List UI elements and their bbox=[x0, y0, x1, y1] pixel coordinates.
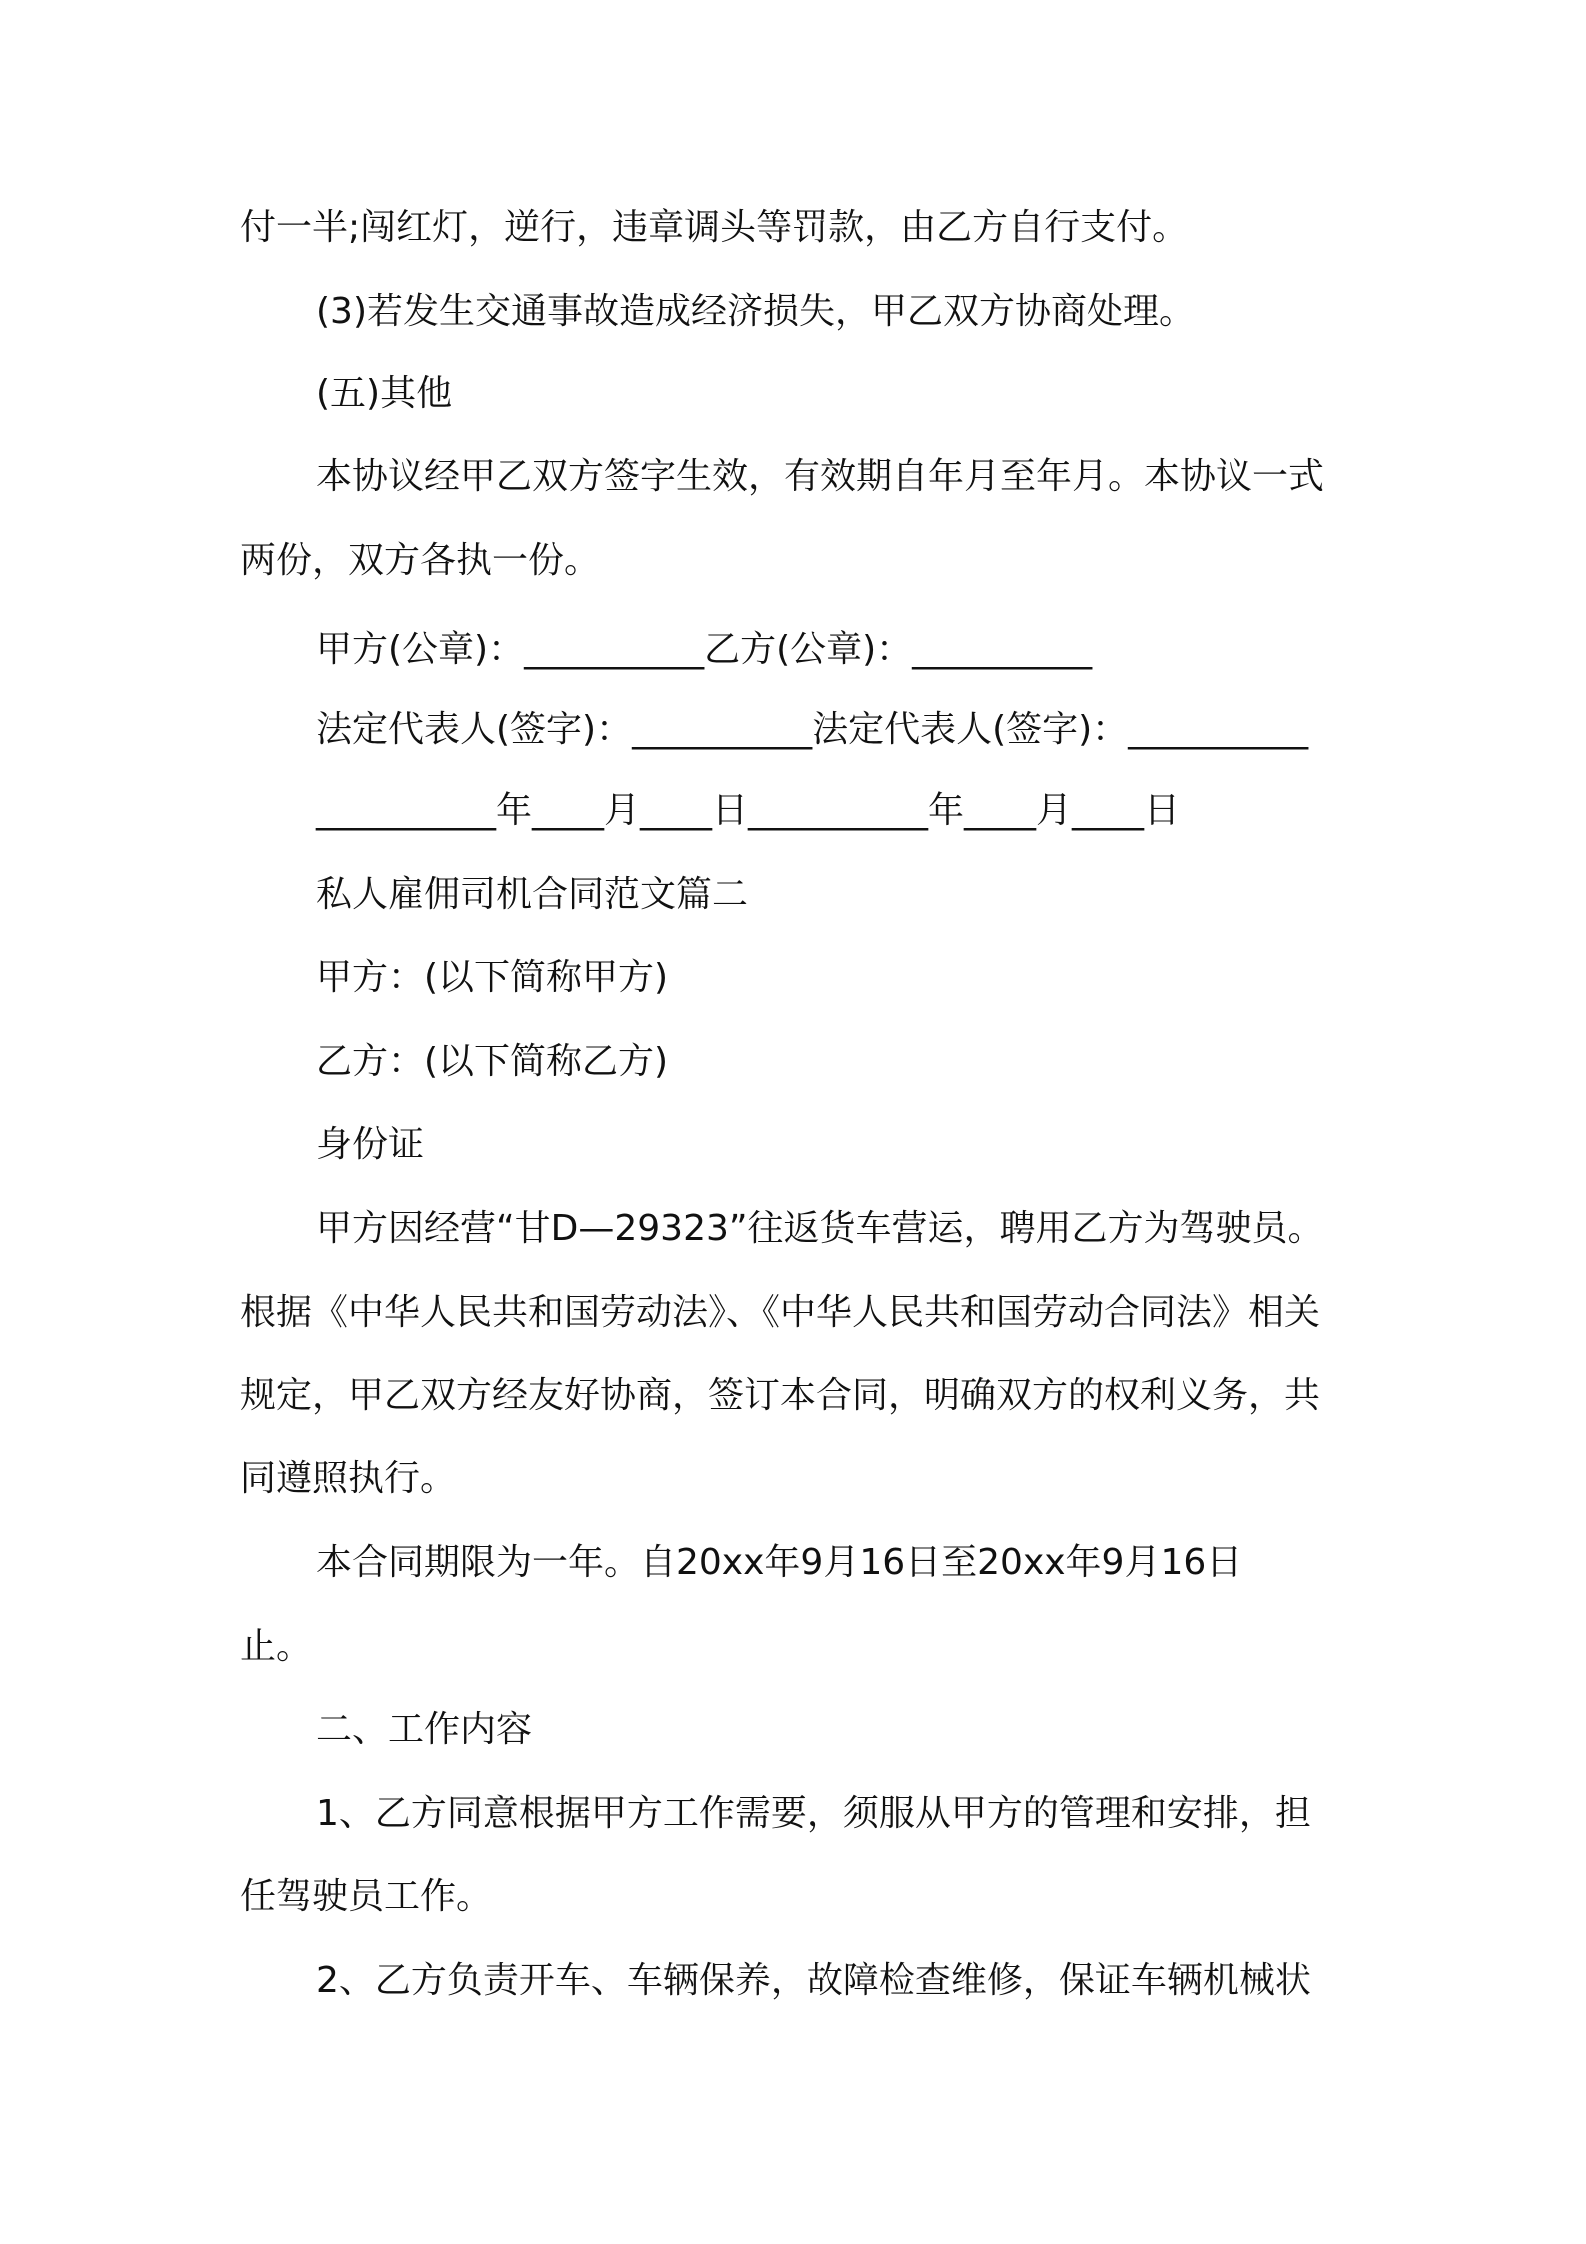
paragraph-line: 甲方因经营“甘D—29323”往返货车营运，聘用乙方为驾驶员。 bbox=[316, 1208, 1324, 1249]
paragraph-line: 任驾驶员工作。 bbox=[240, 1876, 493, 1917]
party-line: 乙方：(以下简称乙方) bbox=[316, 1041, 669, 1082]
paragraph-line: 两份，双方各执一份。 bbox=[240, 540, 601, 581]
paragraph-line: 规定，甲乙双方经友好协商，签订本合同，明确双方的权利义务，共 bbox=[240, 1375, 1321, 1416]
paragraph-line: 本协议经甲乙双方签字生效，有效期自年月至年月。本协议一式 bbox=[316, 456, 1325, 497]
section-title: 私人雇佣司机合同范文篇二 bbox=[316, 874, 749, 915]
paragraph-line: (3)若发生交通事故造成经济损失，甲乙双方协商处理。 bbox=[316, 291, 1195, 332]
section-heading: 二、工作内容 bbox=[316, 1709, 533, 1750]
party-line: 甲方：(以下简称甲方) bbox=[316, 957, 669, 998]
section-heading: (五)其他 bbox=[316, 373, 453, 414]
paragraph-line: 身份证 bbox=[316, 1124, 425, 1165]
signature-line: 甲方(公章)：__________乙方(公章)：__________ bbox=[316, 629, 1093, 670]
paragraph-line: 付一半;闯红灯，逆行，违章调头等罚款，由乙方自行支付。 bbox=[240, 207, 1189, 248]
paragraph-line: 本合同期限为一年。自20xx年9月16日至20xx年9月16日 bbox=[316, 1542, 1243, 1583]
paragraph-line: 1、乙方同意根据甲方工作需要，须服从甲方的管理和安排，担 bbox=[316, 1793, 1311, 1834]
paragraph-line: 同遵照执行。 bbox=[240, 1458, 457, 1499]
paragraph-line: 2、乙方负责开车、车辆保养，故障检查维修，保证车辆机械状 bbox=[316, 1960, 1311, 2001]
paragraph-line: 止。 bbox=[240, 1626, 313, 1667]
date-line: __________年____月____日__________年____月____日 bbox=[316, 790, 1180, 831]
paragraph-line: 根据《中华人民共和国劳动法》、《中华人民共和国劳动合同法》相关 bbox=[240, 1292, 1321, 1333]
signature-line: 法定代表人(签字)：__________法定代表人(签字)：__________ bbox=[316, 709, 1309, 750]
